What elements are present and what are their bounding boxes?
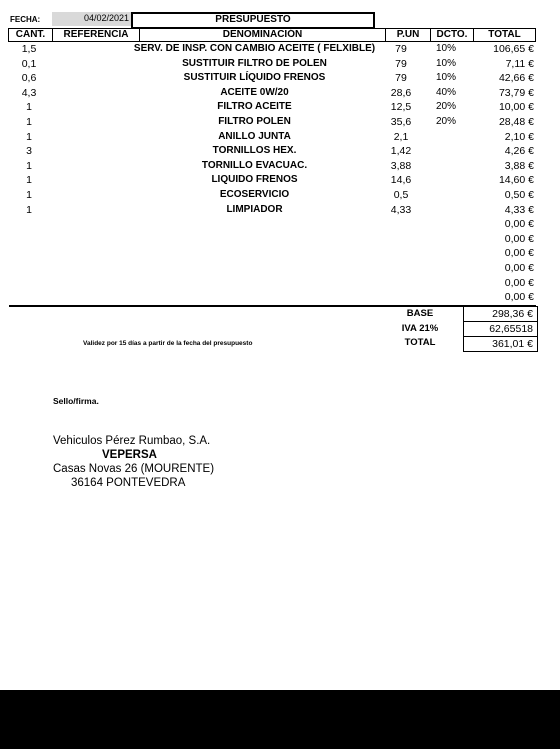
company-brand: VEPERSA bbox=[102, 449, 157, 461]
page-title: PRESUPUESTO bbox=[131, 12, 375, 29]
table-row bbox=[0, 159, 560, 174]
table-row bbox=[0, 203, 560, 218]
cell-pun: 79 bbox=[395, 57, 407, 70]
cell-cant: 1 bbox=[26, 174, 32, 187]
cell-dcto: 10% bbox=[435, 43, 456, 54]
cell-denominacion: SUSTITUIR FILTRO DE POLEN bbox=[182, 57, 327, 69]
cell-total: 0,00 € bbox=[504, 247, 534, 260]
table-row bbox=[0, 71, 560, 86]
cell-pun: 4,33 bbox=[390, 203, 412, 216]
table-row bbox=[0, 290, 560, 305]
cell-total: 4,26 € bbox=[504, 145, 534, 158]
cell-cant: 0,6 bbox=[21, 72, 37, 85]
cell-cant: 1 bbox=[26, 189, 32, 201]
cell-total: 0,00 € bbox=[504, 218, 534, 231]
cell-total: 0,00 € bbox=[504, 276, 534, 289]
table-row bbox=[0, 57, 560, 72]
iva-value: 62,65518 bbox=[463, 321, 538, 337]
cell-cant: 4,3 bbox=[21, 86, 37, 99]
table-row bbox=[0, 276, 560, 291]
cell-cant: 1 bbox=[26, 203, 32, 216]
cell-cant: 1 bbox=[26, 101, 32, 114]
cell-cant: 1 bbox=[26, 159, 32, 172]
footer-bar bbox=[0, 690, 560, 749]
table-row bbox=[0, 115, 560, 130]
cell-total: 106,65 € bbox=[493, 43, 534, 55]
company-street: Casas Novas 26 (MOURENTE) bbox=[53, 463, 215, 475]
cell-denominacion: SUSTITUIR LÍQUIDO FRENOS bbox=[183, 72, 326, 84]
cell-denominacion: SERV. DE INSP. CON CAMBIO ACEITE ( FELXIBLE) bbox=[133, 43, 376, 54]
date-value: 04/02/2021 bbox=[52, 12, 132, 26]
table-row bbox=[0, 173, 560, 188]
cell-total: 0,00 € bbox=[504, 262, 534, 274]
cell-pun: 12,5 bbox=[390, 101, 412, 114]
table-row bbox=[0, 86, 560, 101]
cell-denominacion: ANILLO JUNTA bbox=[218, 130, 291, 142]
cell-total: 3,88 € bbox=[504, 159, 534, 172]
cell-pun: 1,42 bbox=[390, 145, 412, 158]
cell-pun: 79 bbox=[395, 72, 407, 85]
col-pun-header: P.UN bbox=[385, 28, 431, 42]
table-row bbox=[0, 100, 560, 115]
cell-cant: 1 bbox=[26, 130, 32, 143]
table-row bbox=[0, 246, 560, 261]
cell-pun: 28,6 bbox=[390, 86, 412, 99]
cell-pun: 14,6 bbox=[390, 174, 412, 187]
cell-denominacion: FILTRO ACEITE bbox=[217, 101, 292, 113]
cell-total: 73,79 € bbox=[498, 86, 534, 99]
cell-denominacion: ECOSERVICIO bbox=[219, 189, 290, 200]
table-row bbox=[0, 232, 560, 247]
cell-denominacion: FILTRO POLEN bbox=[218, 116, 291, 127]
cell-cant: 1,5 bbox=[21, 43, 37, 55]
col-total-header: TOTAL bbox=[473, 28, 536, 42]
cell-cant: 3 bbox=[26, 145, 32, 158]
cell-dcto: 40% bbox=[435, 86, 456, 98]
col-denominacion-header: DENOMINACIÓN bbox=[139, 28, 386, 42]
cell-pun: 79 bbox=[395, 43, 407, 55]
column-header-row bbox=[8, 28, 536, 42]
col-referencia-header: REFERENCIA bbox=[52, 28, 140, 42]
iva-label: IVA 21% bbox=[401, 323, 439, 334]
cell-total: 42,66 € bbox=[498, 72, 534, 85]
table-row bbox=[0, 130, 560, 145]
totals-divider bbox=[9, 305, 536, 307]
cell-cant: 1 bbox=[26, 116, 32, 128]
cell-dcto: 20% bbox=[435, 116, 456, 127]
table-row bbox=[0, 144, 560, 159]
signature-label: Sello/firma. bbox=[53, 396, 99, 406]
base-label: BASE bbox=[406, 308, 434, 319]
company-city: 36164 PONTEVEDRA bbox=[71, 477, 186, 489]
cell-total: 0,50 € bbox=[504, 189, 534, 201]
cell-total: 7,11 € bbox=[505, 57, 534, 70]
cell-pun: 0,5 bbox=[393, 189, 409, 201]
cell-total: 10,00 € bbox=[498, 101, 534, 114]
cell-pun: 35,6 bbox=[390, 116, 412, 128]
cell-total: 28,48 € bbox=[498, 116, 534, 128]
table-row bbox=[0, 217, 560, 232]
table-row bbox=[0, 188, 560, 203]
total-value: 361,01 € bbox=[463, 336, 538, 352]
cell-dcto: 10% bbox=[435, 72, 456, 84]
cell-dcto: 10% bbox=[435, 57, 456, 69]
cell-denominacion: TORNILLOS HEX. bbox=[212, 145, 297, 157]
cell-pun: 2,1 bbox=[393, 130, 409, 143]
items-table bbox=[0, 42, 560, 306]
cell-denominacion: TORNILLO EVACUAC. bbox=[201, 159, 308, 171]
cell-denominacion: LIMPIADOR bbox=[226, 203, 283, 215]
cell-denominacion: LIQUIDO FRENOS bbox=[211, 174, 298, 186]
date-label: FECHA: bbox=[10, 15, 41, 24]
base-value: 298,36 € bbox=[463, 306, 538, 322]
table-row bbox=[0, 261, 560, 276]
total-label: TOTAL bbox=[404, 337, 436, 348]
cell-total: 2,10 € bbox=[504, 130, 534, 143]
validity-note: Validez por 15 días a partir de la fecha del presupuesto bbox=[83, 340, 253, 347]
cell-total: 0,00 € bbox=[504, 232, 534, 245]
col-cant-header: CANT. bbox=[8, 28, 53, 42]
cell-total: 0,00 € bbox=[504, 291, 534, 304]
cell-total: 14,60 € bbox=[498, 174, 534, 187]
company-name: Vehiculos Pérez Rumbao, S.A. bbox=[53, 435, 211, 447]
cell-dcto: 20% bbox=[435, 101, 456, 113]
cell-total: 4,33 € bbox=[504, 203, 534, 216]
cell-cant: 0,1 bbox=[21, 57, 37, 70]
col-dcto-header: DCTO. bbox=[430, 28, 474, 42]
table-row bbox=[0, 42, 560, 57]
cell-denominacion: ACEITE 0W/20 bbox=[220, 86, 289, 98]
cell-pun: 3,88 bbox=[390, 159, 412, 172]
